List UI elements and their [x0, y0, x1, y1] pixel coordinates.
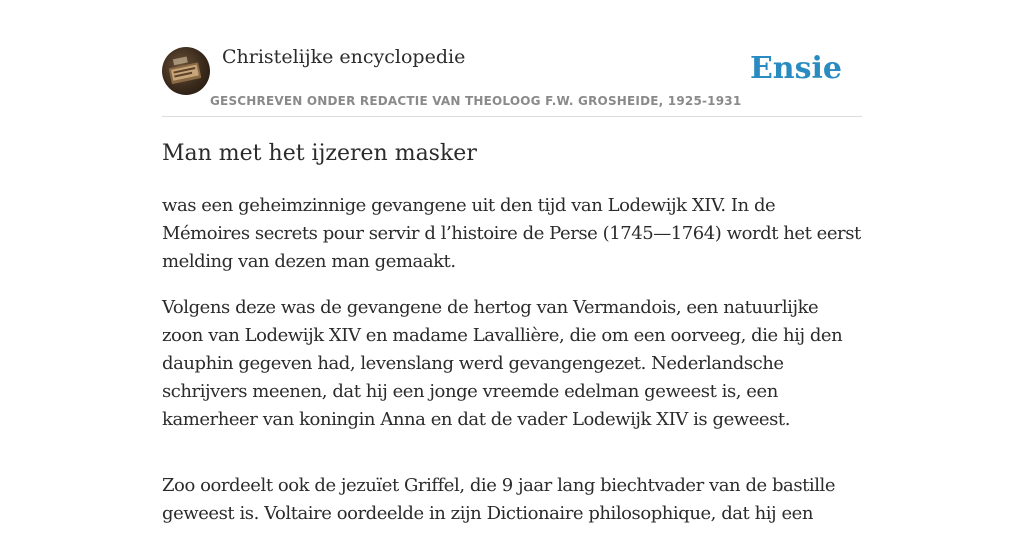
book-cover-icon[interactable] [162, 47, 210, 95]
article-title: Man met het ijzeren masker [162, 141, 477, 166]
article-paragraph: Volgens deze was de gevangene de hertog van Vermandois, een natuurlijke zoon van Lodewijk XIV en madame Lavallière, die om een oorveeg, die hij den dauphin gegeven had, levenslang werd gevangengezet. Nederlandsche schrijvers meenen, dat hij een jonge vreemde edelman geweest is, een kamerheer van koningin Anna en dat de vader Lodewijk XIV is geweest. [162, 297, 843, 430]
site-header [162, 46, 862, 117]
article-paragraph: was een geheimzinnige gevangene uit den tijd van Lodewijk XIV. In de Mémoires secrets pour servir d l’histoire de Perse (1745—1764) wordt het eerst melding van dezen man gemaakt. [162, 195, 861, 272]
article-paragraph: Zoo oordeelt ook de jezuïet Griffel, die 9 jaar lang biechtvader van de bastille geweest is. Voltaire oordeelde in zijn Dictionaire philosophique, dat hij een [162, 475, 836, 524]
publication-title[interactable]: Christelijke encyclopedie [222, 46, 466, 68]
publication-subtitle: GESCHREVEN ONDER REDACTIE VAN THEOLOOG F.W. GROSHEIDE, 1925-1931 [210, 94, 742, 108]
ensie-logo-link[interactable]: Ensie [749, 51, 842, 86]
article-body [162, 192, 862, 546]
